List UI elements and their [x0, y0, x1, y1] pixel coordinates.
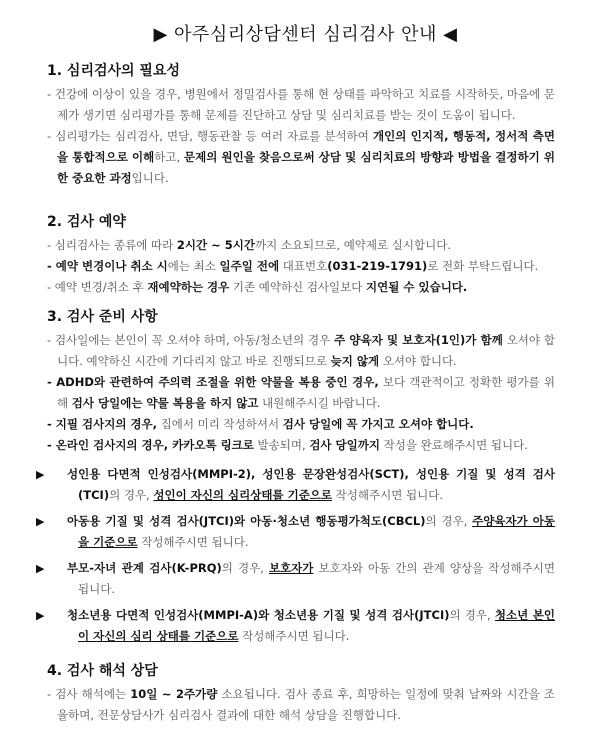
- section-heading: 4. 검사 해석 상담: [47, 663, 158, 679]
- emphasis-text: - 온라인 검사지의 경우, 카카오톡 링크로: [47, 438, 254, 452]
- body-text: 오셔야 합니다.: [379, 354, 457, 368]
- body-text: 내원해주시길 바랍니다.: [258, 396, 381, 410]
- section-necessity: [47, 60, 555, 189]
- body-text: 하고,: [154, 150, 184, 164]
- body-text: 작성을 완료해주시면 됩니다.: [379, 438, 528, 452]
- bullet-paragraph: [47, 330, 555, 372]
- section-heading: 3. 검사 준비 사항: [47, 309, 158, 325]
- bullet-paragraph: [47, 277, 555, 298]
- body-text: 대표번호: [279, 259, 328, 273]
- emphasis-text: 늦지 않게: [330, 354, 380, 368]
- page-title: ▶ 아주심리상담센터 심리검사 안내 ◀: [153, 24, 458, 45]
- emphasis-text: 10일 ~ 2주가량: [130, 687, 218, 701]
- body-text: 의 경우,: [449, 608, 495, 622]
- emphasis-text: - 지필 검사지의 경우,: [47, 417, 158, 431]
- emphasis-text: 아동용 기질 및 성격 검사(JTCI)와 아동·청소년 행동평가척도(CBCL): [67, 514, 426, 528]
- paragraph-list: [47, 84, 555, 189]
- emphasis-underlined-text: 청소년 본인이 자신의 심리 상태를 기준으로: [78, 608, 555, 643]
- body-text: 로 전화 부탁드립니다.: [427, 259, 539, 273]
- emphasis-text: 예약 변경이나 취소 시: [55, 259, 168, 273]
- emphasis-underlined-text: 성인이 자신의 심리상태를 기준으로: [153, 488, 333, 502]
- body-text: 작성해주시면 됩니다.: [137, 535, 249, 549]
- bullet-paragraph: [47, 84, 555, 126]
- emphasis-text: 검사 당일에는 약물 복용을 하지 않고: [71, 396, 259, 410]
- bullet-paragraph: [47, 372, 555, 414]
- emphasis-text: 2시간 ~ 5시간: [176, 238, 255, 252]
- bullet-paragraph: [47, 235, 555, 256]
- emphasis-text: 청소년용 다면적 인성검사(MMPI-A)와 청소년용 기질 및 성격 검사(JTCI): [67, 608, 450, 622]
- emphasis-text: 부모-자녀 관계 검사(K-PRQ): [67, 561, 222, 575]
- emphasis-text: -: [47, 259, 56, 273]
- emphasis-text: 문제의 원인을 찾음으로써 상담 및 심리치료의 방향과 방법을 결정하기 위한 중요한 과정: [57, 150, 555, 185]
- body-text: 집에서 미리 작성하셔서: [157, 417, 283, 431]
- arrow-list-item: ▶ 청소년용 다면적 인성검사(MMPI-A)와 청소년용 기질 및 성격 검사(JTCI)의 경우, 청소년 본인이 자신의 심리 상태를 기준으로 작성해주시면 됩니다.: [36, 608, 555, 643]
- section-interpretation: [47, 660, 555, 726]
- emphasis-text: 검사 당일에 꼭 가지고 오셔야 합니다.: [282, 417, 474, 431]
- section-heading: 2. 검사 예약: [47, 214, 126, 230]
- body-text: - 검사일에는 본인이 꼭 오셔야 하며, 아동/청소년의 경우: [47, 333, 335, 347]
- body-text: - 예약 변경/취소 후: [47, 280, 148, 294]
- emphasis-text: 개인의 인지적, 행동적, 정서적 측면을 통합적으로 이해: [57, 129, 555, 164]
- emphasis-underlined-text: 보호자가: [268, 561, 314, 575]
- bullet-paragraph: [47, 256, 555, 277]
- emphasis-text: 검사 당일까지: [309, 438, 380, 452]
- emphasis-text: 일주일 전에: [219, 259, 280, 273]
- bullet-paragraph: [47, 435, 555, 456]
- emphasis-text: 성인용 다면적 인성검사(MMPI-2), 성인용 문장완성검사(SCT), 성인용 기질 및 성격 검사(TCI): [67, 467, 555, 502]
- body-text: - 심리평가는 심리검사, 면담, 행동관찰 등 여러 자료를 분석하여: [47, 129, 373, 143]
- bullet-paragraph: [47, 684, 555, 726]
- arrow-list-item: ▶ 성인용 다면적 인성검사(MMPI-2), 성인용 문장완성검사(SCT), 성인용 기질 및 성격 검사(TCI)의 경우, 성인이 자신의 심리상태를 기준으로 작성해주시면 됩니다.: [36, 467, 555, 502]
- section-heading: 1. 심리검사의 필요성: [47, 63, 180, 79]
- body-text: 작성해주시면 됩니다.: [332, 488, 443, 502]
- emphasis-text: 주 양육자 및 보호자(1인)가 함께: [334, 333, 503, 347]
- emphasis-text: 지연될 수 있습니다.: [366, 280, 468, 294]
- emphasis-text: - ADHD와 관련하여 주의력 조절을 위한 약물을 복용 중인 경우,: [47, 375, 379, 389]
- body-text: 소요됩니다. 검사 종료 후, 희망하는 일정에 맞춰 날짜와 시간을 조율하며, 전문상담사가 심리검사 결과에 대한 해석 상담을 진행합니다.: [57, 687, 555, 722]
- emphasis-underlined-text: 주양육자가 아동을 기준으로: [78, 514, 556, 549]
- body-text: 기존 예약하신 검사일보다: [229, 280, 367, 294]
- paragraph-list: [47, 235, 555, 298]
- body-text: 의 경우,: [109, 488, 154, 502]
- body-text: 까지 소요되므로, 예약제로 실시합니다.: [254, 238, 451, 252]
- body-text: 의 경우,: [425, 514, 473, 528]
- bullet-paragraph: [47, 126, 555, 189]
- arrow-list: [36, 464, 556, 647]
- body-text: 보다 객관적이고 정확한 평가를 위해: [57, 375, 555, 410]
- arrow-list-item: ▶ 부모-자녀 관계 검사(K-PRQ)의 경우, 보호자가 보호자와 아동 간의 관계 양상을 작성해주시면 됩니다.: [36, 561, 555, 596]
- paragraph-list: [47, 684, 555, 726]
- body-text: 오셔야 합니다. 예약하신 시간에 기다리지 않고 바로 진행되므로: [57, 333, 555, 368]
- body-text: 입니다.: [131, 171, 169, 185]
- body-text: 발송되며,: [253, 438, 310, 452]
- body-text: - 건강에 이상이 있을 경우, 병원에서 정밀검사를 통해 현 상태를 파악하고 치료를 시작하듯, 마음에 문제가 생기면 심리평가를 통해 문제를 진단하고 상담 및 심리치료를 받는 것이 도움이 됩니다.: [47, 87, 555, 122]
- section-preparation: [36, 306, 556, 652]
- body-text: 에는 최소: [167, 259, 220, 273]
- body-text: 보호자와 아동 간의 관계 양상을 작성해주시면 됩니다.: [78, 561, 555, 596]
- body-text: 의 경우,: [221, 561, 269, 575]
- paragraph-list: [47, 330, 555, 456]
- body-text: - 검사 해석에는: [47, 687, 131, 701]
- arrow-list-item: ▶ 아동용 기질 및 성격 검사(JTCI)와 아동·청소년 행동평가척도(CBCL)의 경우, 주양육자가 아동을 기준으로 작성해주시면 됩니다.: [36, 514, 556, 549]
- emphasis-text: (031-219-1791): [327, 259, 428, 273]
- section-reservation: [47, 211, 555, 298]
- body-text: - 심리검사는 종류에 따라: [47, 238, 177, 252]
- emphasis-text: 재예약하는 경우: [147, 280, 230, 294]
- body-text: 작성해주시면 됩니다.: [238, 629, 350, 643]
- bullet-paragraph: [47, 414, 555, 435]
